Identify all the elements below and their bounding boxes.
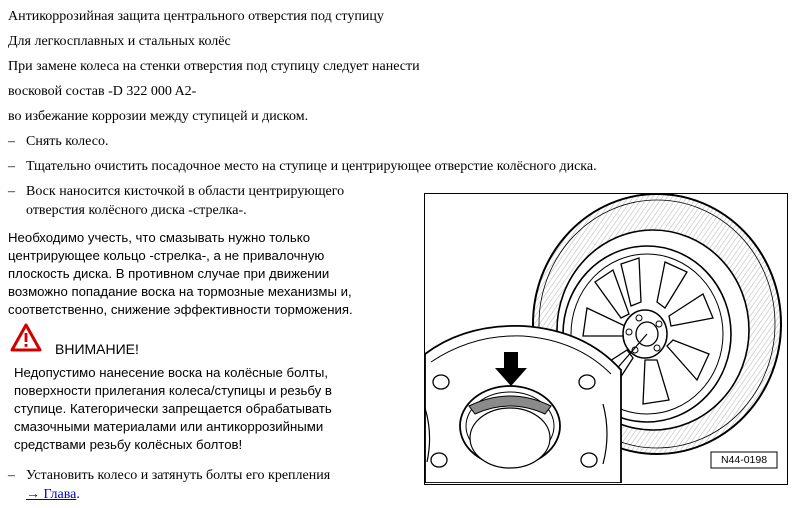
step-text: Тщательно очистить посадочное место на ступице и центрирующее отверстие колёсного диска. (26, 159, 597, 174)
step-text: Снять колесо. (26, 134, 109, 149)
note-line: возможно попадание воска на тормозные механизмы и, (8, 284, 352, 299)
warning-line: Недопустимо нанесение воска на колёсные болты, (14, 365, 329, 380)
magnified-detail (425, 326, 621, 483)
note-line: Необходимо учесть, что смазывать нужно только (8, 230, 311, 245)
step-text-line-2: отверстия колёсного диска -стрелка-. (26, 203, 247, 218)
chapter-link-line (26, 486, 80, 504)
warning-line: смазочными материалами или антикоррозийными (14, 419, 324, 434)
wheel-hub-drawing (425, 194, 786, 483)
wheel-hub-illustration (424, 193, 788, 485)
intro-line-2: восковой состав -D 322 000 A2- (8, 84, 197, 99)
step-dash: – (8, 159, 15, 174)
note-line: соответственно, снижение эффективности торможения. (8, 302, 353, 317)
link-period: . (76, 487, 80, 502)
figure-label: N44-0198 (720, 454, 768, 466)
warning-line: средствами резьбу колёсных болтов! (14, 437, 243, 452)
step-dash: – (8, 134, 15, 149)
intro-line-1: При замене колеса на стенки отверстия под ступицу следует нанести (8, 59, 420, 74)
chapter-link[interactable]: → Глава (26, 487, 77, 502)
warning-title: ВНИМАНИЕ! (55, 341, 139, 357)
note-line: центрирующее кольцо -стрелка-, а не привалочную (8, 248, 325, 263)
step-text-line-1: Воск наносится кисточкой в области центрирующего (26, 184, 345, 199)
step-dash: – (8, 468, 15, 483)
warning-line: поверхности прилегания колеса/ступицы и резьбу в (14, 383, 332, 398)
step-dash: – (8, 184, 15, 199)
intro-line-3: во избежание коррозии между ступицей и диском. (8, 109, 309, 124)
warning-line: ступице. Категорически запрещается обрабатывать (14, 401, 332, 416)
doc-subtitle: Для легкосплавных и стальных колёс (8, 34, 231, 49)
doc-title: Антикоррозийная защита центрального отверстия под ступицу (8, 9, 384, 24)
step-text: Установить колесо и затянуть болты его крепления (26, 468, 331, 483)
warning-triangle-icon (10, 323, 42, 353)
note-line: плоскость диска. В противном случае при движении (8, 266, 330, 281)
